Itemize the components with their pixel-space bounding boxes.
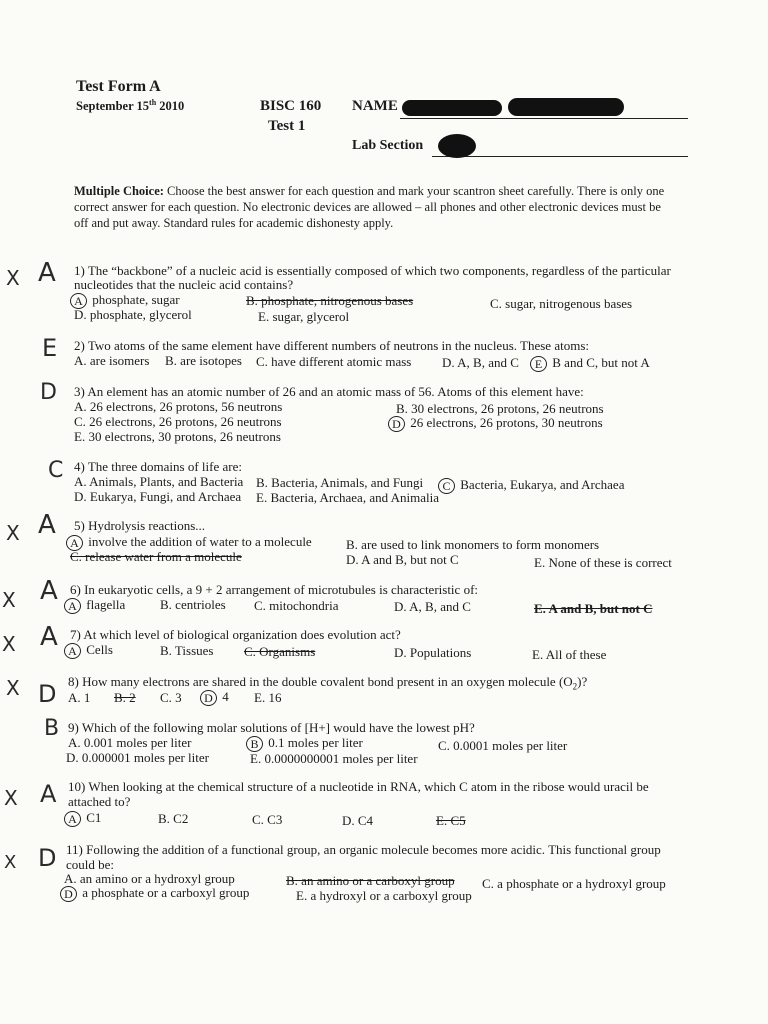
- q7-option-a: [64, 642, 113, 659]
- handwritten-answer-q5: A: [38, 510, 56, 540]
- q1-option-c: C. sugar, nitrogenous bases: [490, 296, 633, 311]
- handwritten-answer-q9: B: [44, 716, 60, 741]
- q11-option-c: C. a phosphate or a hydroxyl group: [482, 876, 666, 891]
- date-year: 2010: [156, 99, 185, 114]
- circled-letter: D: [388, 416, 405, 432]
- name-line: [400, 118, 688, 119]
- q2-option-a: A. are isomers: [74, 353, 150, 368]
- q3-option-c: C. 26 electrons, 26 protons, 26 neutrons: [74, 414, 282, 429]
- q9-option-d: D. 0.000001 moles per liter: [66, 750, 209, 765]
- option-text: C1: [83, 810, 102, 825]
- circled-letter: A: [64, 643, 81, 659]
- q9-option-e: E. 0.0000000001 moles per liter: [250, 751, 418, 766]
- course-code: BISC 160: [260, 98, 322, 114]
- q5-option-c: C. release water from a molecule: [70, 549, 242, 564]
- q4-option-d: D. Eukarya, Fungi, and Archaea: [74, 489, 242, 504]
- q5-option-e: E. None of these is correct: [534, 555, 672, 570]
- question-8-stem: 8) How many electrons are shared in the double covalent bond present in an oxygen molecule (O: [68, 674, 573, 689]
- q4-option-e: E. Bacteria, Archaea, and Animalia: [256, 490, 440, 505]
- wrong-mark-q5: X: [6, 521, 20, 545]
- wrong-mark-q10: X: [4, 786, 18, 810]
- q11-option-a: A. an amino or a hydroxyl group: [64, 871, 235, 886]
- lab-section-line: [432, 156, 688, 157]
- q3-option-d: [388, 415, 603, 432]
- instructions-line-3: off and put away. Standard rules for academic dishonesty apply.: [74, 216, 394, 230]
- question-7-text: 7) At which level of biological organization does evolution act?: [70, 627, 401, 642]
- q7-option-c: C. Organisms: [244, 644, 316, 659]
- q10-option-d: D. C4: [342, 813, 374, 828]
- q6-option-d: D. A, B, and C: [394, 599, 471, 614]
- question-3-text: 3) An element has an atomic number of 26 and an atomic mass of 56. Atoms of this element have:: [74, 384, 584, 399]
- instructions-line-2: correct answer for each question. No electronic devices are allowed – all phones and other electronic devices must be: [74, 200, 661, 214]
- q5-option-b: B. are used to link monomers to form monomers: [346, 537, 600, 552]
- test-form-title: Test Form A: [76, 78, 161, 95]
- question-8-end: )?: [577, 674, 588, 689]
- q3-option-a: A. 26 electrons, 26 protons, 56 neutrons: [74, 399, 283, 414]
- subscript: 2: [572, 681, 578, 692]
- handwritten-answer-q3: D: [40, 380, 57, 405]
- circled-letter: D: [60, 886, 77, 902]
- q11-option-b: B. an amino or a carboxyl group: [286, 873, 455, 888]
- question-2-text: 2) Two atoms of the same element have different numbers of neutrons in the nucleus. These atoms:: [74, 338, 589, 353]
- circled-letter: E: [530, 356, 547, 372]
- question-11-text-2: could be:: [66, 857, 115, 872]
- handwritten-answer-q8: D: [38, 680, 57, 708]
- q6-option-c: C. mitochondria: [254, 598, 339, 613]
- question-11-text: 11) Following the addition of a functional group, an organic molecule becomes more acidic. This functional group: [66, 842, 661, 857]
- instructions-label: Multiple Choice:: [74, 184, 164, 198]
- circled-letter: B: [246, 736, 263, 752]
- question-10-text: 10) When looking at the chemical structure of a nucleotide in RNA, which C atom in the ribose would uracil be: [68, 779, 649, 794]
- wrong-mark-q8: X: [6, 676, 20, 700]
- q4-option-c: [438, 477, 624, 494]
- handwritten-answer-q10: A: [40, 780, 57, 808]
- date-text: September 15: [76, 99, 150, 114]
- wrong-mark-q11: X: [4, 852, 17, 873]
- test-date: [76, 98, 184, 114]
- test-number: Test 1: [268, 118, 306, 134]
- option-text: 0.1 moles per liter: [265, 735, 363, 750]
- q4-option-a: A. Animals, Plants, and Bacteria: [74, 474, 244, 489]
- q8-option-b: B. 2: [114, 690, 136, 705]
- q8-option-a: A. 1: [68, 690, 91, 705]
- q2-option-e: [530, 355, 650, 372]
- option-text: phosphate, sugar: [89, 292, 180, 307]
- lab-section-label: Lab Section: [352, 138, 424, 153]
- q6-option-b: B. centrioles: [160, 597, 226, 612]
- circled-letter: C: [438, 478, 455, 494]
- question-8-text: [68, 674, 587, 692]
- question-1-text-2: nucleotides that the nucleic acid contains?: [74, 277, 294, 292]
- option-text: B and C, but not A: [549, 355, 650, 370]
- option-text: Bacteria, Eukarya, and Archaea: [457, 477, 625, 492]
- q6-option-a: [64, 597, 125, 614]
- option-text: involve the addition of water to a molecule: [85, 534, 312, 549]
- q7-option-b: B. Tissues: [160, 643, 214, 658]
- wrong-mark-q1: X: [6, 266, 20, 290]
- handwritten-answer-q1: A: [38, 258, 56, 288]
- circled-letter: A: [64, 811, 81, 827]
- option-text: Cells: [83, 642, 113, 657]
- question-10-text-2: attached to?: [68, 794, 131, 809]
- handwritten-answer-q6: A: [40, 576, 58, 606]
- q5-option-d: D. A and B, but not C: [346, 552, 459, 567]
- wrong-mark-q7: X: [2, 632, 16, 656]
- q1-option-d: D. phosphate, glycerol: [74, 307, 192, 322]
- circled-letter: A: [66, 535, 83, 551]
- q2-option-d: D. A, B, and C: [442, 355, 519, 370]
- lab-redaction: [438, 134, 476, 158]
- q11-option-e: E. a hydroxyl or a carboxyl group: [296, 888, 472, 903]
- circled-letter: A: [64, 598, 81, 614]
- date-sup: th: [149, 98, 157, 107]
- option-text: 4: [219, 689, 229, 704]
- q6-option-e: E. A and B, but not C: [534, 601, 653, 616]
- circled-letter: A: [70, 293, 87, 309]
- handwritten-answer-q2: E: [42, 334, 58, 362]
- question-6-text: 6) In eukaryotic cells, a 9 + 2 arrangement of microtubules is characteristic of:: [70, 582, 479, 597]
- handwritten-answer-q4: C: [48, 458, 64, 483]
- q7-option-d: D. Populations: [394, 645, 472, 660]
- q8-option-c: C. 3: [160, 690, 182, 705]
- q9-option-a: A. 0.001 moles per liter: [68, 735, 192, 750]
- q10-option-a: [64, 810, 101, 827]
- instructions-text: Choose the best answer for each question and mark your scantron sheet carefully. There is only one: [163, 184, 665, 198]
- q1-option-e: E. sugar, glycerol: [258, 309, 350, 324]
- name-redaction: [402, 100, 502, 116]
- question-4-text: 4) The three domains of life are:: [74, 459, 242, 474]
- q1-option-b: B. phosphate, nitrogenous bases: [246, 293, 414, 308]
- circled-letter: D: [200, 690, 217, 706]
- q2-option-b: B. are isotopes: [165, 353, 242, 368]
- q4-option-b: B. Bacteria, Animals, and Fungi: [256, 475, 424, 490]
- q10-option-e: E. C5: [436, 813, 466, 828]
- q9-option-c: C. 0.0001 moles per liter: [438, 738, 568, 753]
- q8-option-d: [200, 689, 229, 706]
- question-5-text: 5) Hydrolysis reactions...: [74, 518, 206, 533]
- q7-option-e: E. All of these: [532, 647, 607, 662]
- handwritten-answer-q11: D: [38, 844, 57, 872]
- name-label: NAME: [352, 98, 398, 114]
- question-1-text: 1) The “backbone” of a nucleic acid is essentially composed of which two components, regardless of the particular: [74, 263, 671, 278]
- handwritten-answer-q7: A: [40, 622, 58, 652]
- q3-option-b: B. 30 electrons, 26 protons, 26 neutrons: [396, 401, 604, 416]
- name-redaction-2: [508, 98, 624, 116]
- option-text: flagella: [83, 597, 126, 612]
- q10-option-c: C. C3: [252, 812, 283, 827]
- q8-option-e: E. 16: [254, 690, 282, 705]
- instructions-line-1: [74, 184, 664, 199]
- question-9-text: 9) Which of the following molar solutions of [H+] would have the lowest pH?: [68, 720, 475, 735]
- q9-option-b: [246, 735, 363, 752]
- q10-option-b: B. C2: [158, 811, 189, 826]
- q3-option-e: E. 30 electrons, 30 protons, 26 neutrons: [74, 429, 281, 444]
- option-text: 26 electrons, 26 protons, 30 neutrons: [407, 415, 603, 430]
- q11-option-d: [60, 885, 249, 902]
- q2-option-c: C. have different atomic mass: [256, 354, 412, 369]
- wrong-mark-q6: X: [2, 588, 16, 612]
- option-text: a phosphate or a carboxyl group: [79, 885, 250, 900]
